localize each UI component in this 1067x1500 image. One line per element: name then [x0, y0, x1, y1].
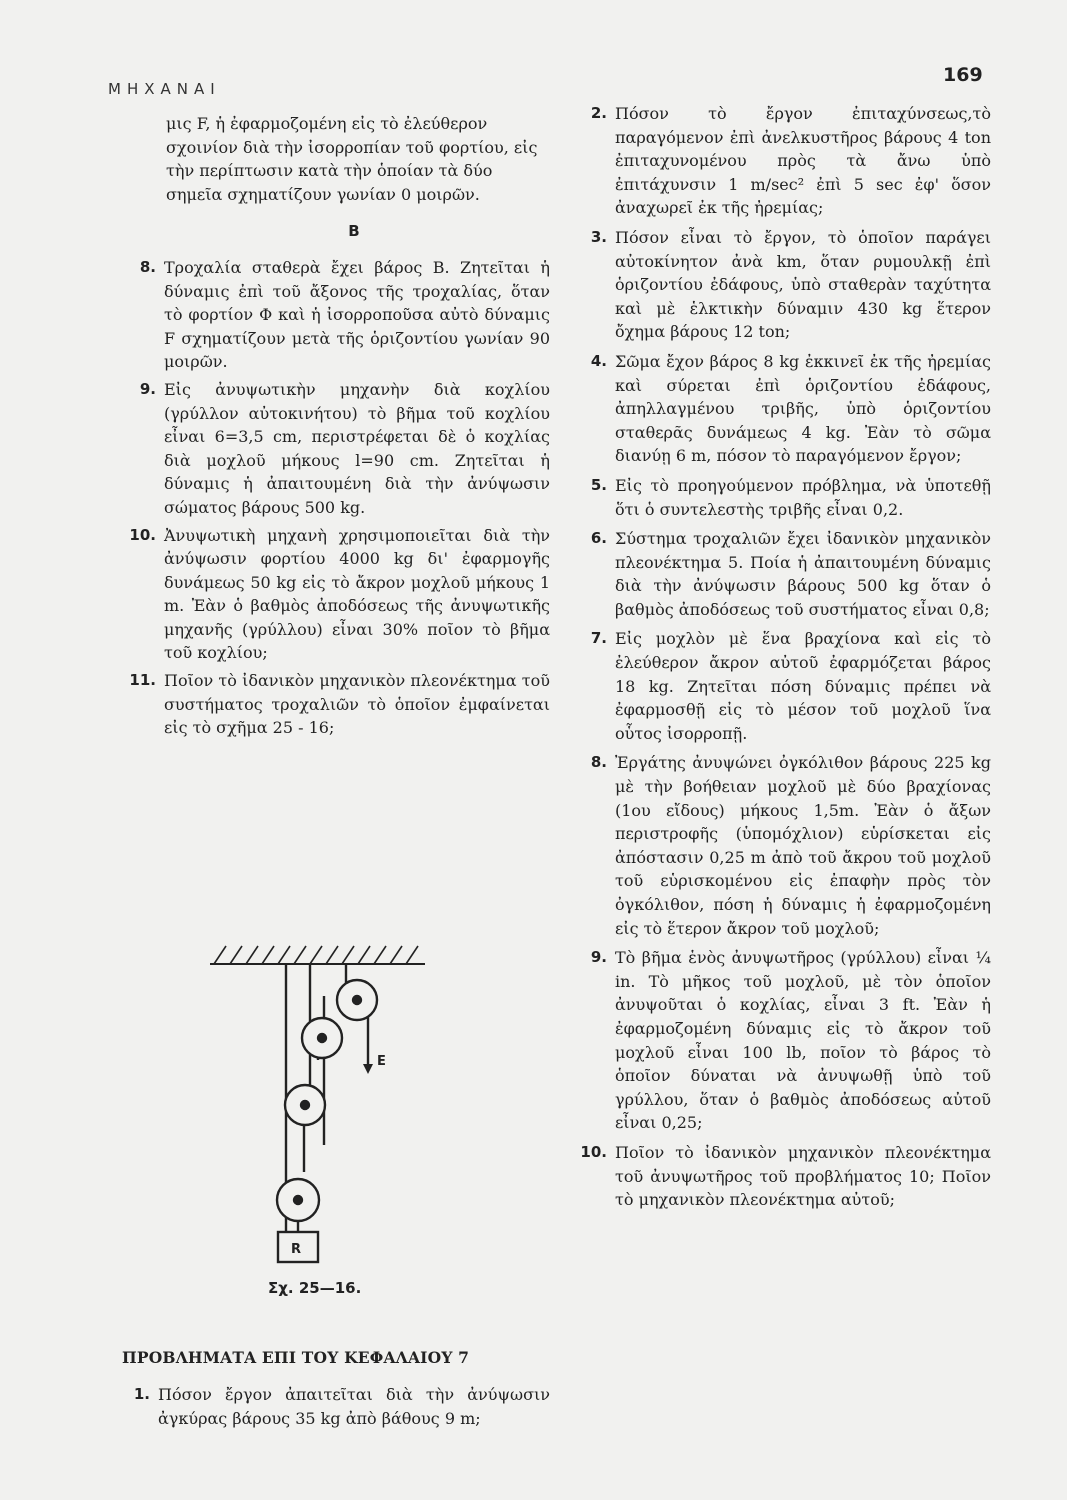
problem-item	[118, 524, 550, 666]
problem-text: Σῶμα ἔχον βάρος 8 kg ἐκκινεῖ ἐκ τῆς ἠρεμίας καὶ σύρεται ἐπὶ ὁριζοντίου ἐδάφους, ἀπηλλαγμένου τριβῆς, ὑπὸ ὁριζοντίου σταθερᾶς δυνάμεως 4 kg. Ἐὰν τὸ σῶμα διανύῃ 6 m, πόσον τὸ παραγόμενον ἔργον;	[615, 351, 991, 466]
ceiling-hatching	[214, 946, 418, 964]
problem-number: 3.	[590, 227, 607, 246]
problem-text: Εἰς τὸ προηγούμενον πρόβλημα, νὰ ὑποτεθῇ ὅτι ὁ συντελεστὴς τριβῆς εἶναι 0,2.	[615, 475, 991, 519]
problem-number: 9.	[139, 379, 156, 398]
left-column	[118, 112, 550, 744]
subsection-letter: Β	[348, 222, 360, 241]
problem-item	[575, 946, 991, 1135]
problem-number: 9.	[590, 948, 607, 967]
problem-number: 8.	[139, 257, 156, 276]
section-title: ΠΡΟΒΛΗΜΑΤΑ ΕΠΙ ΤΟΥ ΚΕΦΑΛΑΙΟΥ 7	[122, 1348, 470, 1367]
problem-item	[575, 226, 991, 344]
problem-text: Τροχαλία σταθερὰ ἔχει βάρος Β. Ζητεῖται ἡ δύναμις ἐπὶ τοῦ ἄξονος τῆς τροχαλίας, ὅταν τὸ φορτίον Φ καὶ ἡ ἰσορροποῦσα αὐτὸ δύναμις F σχηματίζουν μετὰ τῆς ὁριζοντίου γωνίαν 90 μοιρῶν.	[164, 257, 550, 372]
running-head: ΜΗΧΑΝΑΙ	[108, 80, 221, 98]
problem-text: Πόσον ἔργον ἀπαιτεῖται διὰ τὴν ἀνύψωσιν ἀγκύρας βάρους 35 kg ἀπὸ βάθους 9 m;	[158, 1385, 550, 1428]
problem-number: 6.	[590, 529, 607, 548]
problem-item	[575, 627, 991, 745]
force-label: E	[377, 1054, 386, 1069]
problem-text: Τὸ βῆμα ἑνὸς ἀνυψωτῆρος (γρύλλου) εἶναι ¼ in. Τὸ μῆκος τοῦ μοχλοῦ, μὲ τὸν ὁποῖον ἀνυψοῦται ὁ κοχλίας, εἶναι 3 ft. Ἐὰν ἡ ἐφαρμοζομένη δύναμις εἰς τὸ ἄκρον τοῦ μοχλοῦ εἶναι 100 lb, ποῖον τὸ βάρος τὸ ὁποῖον δύναται νὰ ἀνυψωθῇ ὑπὸ τοῦ γρύλλου, ὅταν ὁ βαθμὸς ἀποδόσεως αὐτοῦ εἶναι 0,25;	[615, 948, 991, 1133]
problem-number: 1.	[133, 1385, 150, 1403]
left-column-bottom	[118, 1383, 550, 1434]
problem-item	[575, 474, 991, 521]
figure-caption: Σχ. 25—16.	[268, 1279, 362, 1297]
pulleys	[277, 980, 377, 1221]
problem-text: Ποῖον τὸ ἰδανικὸν μηχανικὸν πλεονέκτημα τοῦ συστήματος τροχαλιῶν τὸ ὁποῖον ἐμφαίνεται εἰς τὸ σχῆμα 25 - 16;	[164, 671, 550, 738]
problem-number: 2.	[590, 104, 607, 122]
right-column	[575, 102, 991, 1218]
problem-text: Πόσον τὸ ἔργον ἐπιταχύνσεως,τὸ παραγόμενον ἐπὶ ἀνελκυστῆρος βάρους 4 ton ἐπιταχυνομένου πρὸς τὰ ἄνω ὑπὸ ἐπιτάχυνσιν 1 m/sec² ἐπὶ 5 sec ἐφ' ὅσον ἀναχωρεῖ ἐκ τῆς ἠρεμίας;	[615, 104, 991, 218]
problem-item	[118, 378, 550, 520]
problem-item	[575, 102, 991, 220]
problem-item	[575, 751, 991, 940]
problem-number: 7.	[590, 629, 607, 648]
force-arrow	[363, 1050, 373, 1074]
problem-number: 4.	[590, 351, 607, 370]
continuation-paragraph: μις F, ἡ ἐφαρμοζομένη εἰς τὸ ἐλεύθερον σχοινίον διὰ τὴν ἰσορροπίαν τοῦ φορτίου, εἰς τὴν περίπτωσιν κατὰ τὴν ὁποίαν τὰ δύο σημεῖα σχηματίζουν γωνίαν 0 μοιρῶν.	[166, 114, 538, 204]
problem-text: Σύστημα τροχαλιῶν ἔχει ἰδανικὸν μηχανικὸν πλεονέκτημα 5. Ποία ἡ ἀπαιτουμένη δύναμις διὰ τὴν ἀνύψωσιν βάρους 500 kg ὅταν ὁ βαθμὸς ἀποδόσεως τοῦ συστήματος εἶναι 0,8;	[615, 529, 991, 619]
problem-number: 8.	[590, 753, 607, 772]
problem-text: Ποῖον τὸ ἰδανικὸν μηχανικὸν πλεονέκτημα τοῦ ἀνυψωτῆρος τοῦ προβλήματος 10; Ποῖον τὸ μηχανικὸν πλεονέκτημα αὐτοῦ;	[615, 1142, 991, 1210]
pulley-axle-icon	[353, 996, 361, 1004]
problem-number: 10.	[580, 1142, 607, 1161]
problem-item	[575, 1141, 991, 1212]
problem-text: Ἐργάτης ἀνυψώνει ὀγκόλιθον βάρους 225 kg μὲ τὴν βοήθειαν μοχλοῦ μὲ δύο βραχίονας (1ου εἴδους) μήκους 1,5m. Ἐὰν ὁ ἄξων περιστροφῆς (ὑπομόχλιον) εὑρίσκεται εἰς ἀπόστασιν 0,25 m ἀπὸ τοῦ ἄκρου τοῦ μοχλοῦ τοῦ εὑρισκομένου εἰς ἐπαφὴν πρὸς τὸν ὀγκόλιθον, πόση ἡ δύναμις ἡ ἐφαρμοζομένη εἰς τὸ ἕτερον ἄκρον τοῦ μοχλοῦ;	[615, 753, 991, 938]
problem-item	[118, 669, 550, 740]
problem-number: 11.	[129, 671, 156, 690]
problem-text: Πόσον εἶναι τὸ ἔργον, τὸ ὁποῖον παράγει αὐτοκίνητον ἀνὰ km, ὅταν ρυμουλκῇ ἐπὶ ὁριζοντίου ἐδάφους, ὑπὸ σταθερὰν ταχύτητα καὶ μὲ ἑλκτικὴν δύναμιν 430 kg ἕτερον ὄχημα βάρους 12 ton;	[615, 227, 991, 342]
problem-text: Εἰς ἀνυψωτικὴν μηχανὴν διὰ κοχλίου (γρύλλον αὐτοκινήτου) τὸ βῆμα τοῦ κοχλίου εἶναι 6=3,5 cm, περιστρέφεται δὲ ὁ κοχλίας διὰ μοχλοῦ μήκους l=90 cm. Ζητεῖται ἡ δύναμις ἡ ἀπαιτουμένη διὰ τὴν ἀνύψωσιν σώματος βάρους 500 kg.	[164, 379, 550, 517]
load-label: R	[291, 1242, 302, 1257]
problem-item	[575, 527, 991, 621]
page-number: 169	[943, 64, 983, 86]
problem-text: Ἀνυψωτικὴ μηχανὴ χρησιμοποιεῖται διὰ τὴν ἀνύψωσιν φορτίου 4000 kg δι' ἐφαρμογῆς δυνάμεως 50 kg εἰς τὸ ἄκρον μοχλοῦ μήκους 1 m. Ἐὰν ὁ βαθμὸς ἀποδόσεως τῆς ἀνυψωτικῆς μηχανῆς (γρύλλου) εἶναι 30% ποῖον τὸ βῆμα τοῦ κοχλίου;	[164, 525, 550, 663]
problem-item	[118, 256, 550, 374]
ceiling	[210, 946, 425, 964]
pulley-system-figure	[210, 940, 440, 1275]
problem-item	[118, 1383, 550, 1430]
problem-number: 5.	[590, 475, 607, 494]
problem-item	[575, 350, 991, 468]
problem-text: Εἰς μοχλὸν μὲ ἕνα βραχίονα καὶ εἰς τὸ ἐλεύθερον ἄκρον αὐτοῦ ἐφαρμόζεται βάρος 18 kg. Ζητεῖται πόση δύναμις πρέπει νὰ ἐφαρμοσθῇ εἰς τὸ μέσον τοῦ μοχλοῦ ἵνα οὗτος ἰσορροπῇ.	[615, 629, 991, 743]
problem-number: 10.	[129, 525, 156, 544]
